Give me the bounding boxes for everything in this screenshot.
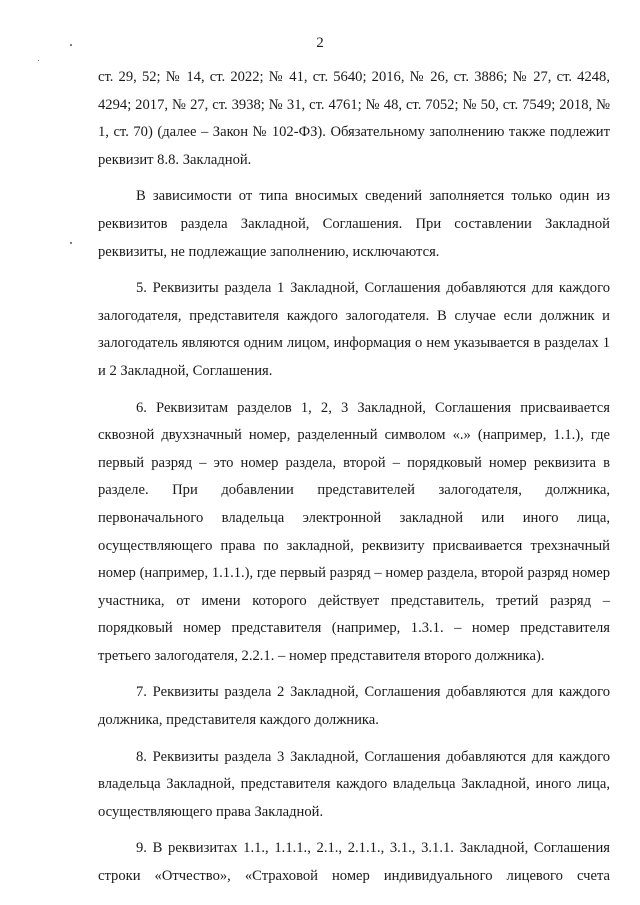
paragraph-item-8: 8. Реквизиты раздела 3 Закладной, Соглашения добавляются для каждого владельца Закладной, представителя каждого владельца Закладной, иного лица, осуществляющего права Закладной. <box>98 748 610 820</box>
document-body <box>98 64 610 891</box>
page-number: 2 <box>316 35 324 51</box>
paragraph-continuation: ст. 29, 52; № 14, ст. 2022; № 41, ст. 5640; 2016, № 26, ст. 3886; № 27, ст. 4248, 4294; 2017, № 27, ст. 3938; № 31, ст. 4761; № 48, ст. 7052; № 50, ст. 7549; 2018, № 1, ст. 70) (далее – Закон № 102-ФЗ). Обязательному заполнению также подлежит реквизит 8.8. Закладной. <box>98 69 610 168</box>
paragraph-item-5: 5. Реквизиты раздела 1 Закладной, Соглашения добавляются для каждого залогодателя, представителя каждого залогодателя. В случае если должник и залогодатель являются одним лицом, информация о нем указывается в разделах 1 и 2 Закладной, Соглашения. <box>98 280 610 379</box>
paragraph-item-7: 7. Реквизиты раздела 2 Закладной, Соглашения добавляются для каждого должника, представителя каждого должника. <box>98 684 610 729</box>
paragraph-filling-rule: В зависимости от типа вносимых сведений заполняется только один из реквизитов раздела Закладной, Соглашения. При составлении Закладной реквизиты, не подлежащие заполнению, исключаются. <box>98 188 610 260</box>
scan-speck <box>70 242 72 244</box>
paragraph-item-6: 6. Реквизитам разделов 1, 2, 3 Закладной, Соглашения присваивается сквозной двухзначный номер, разделенный символом «.» (например, 1.1.), где первый разряд – это номер раздела, второй – порядковый номер реквизита в разделе. При добавлении представителей залогодателя, должника, первоначального владельца электронной закладной или иного лица, осуществляющего права по закладной, реквизиту присваивается трехзначный номер (например, 1.1.1.), где первый разряд – номер раздела, второй разряд номер участника, от имени которого действует представитель, третий разряд – порядковый номер представителя (например, 1.3.1. – номер представителя третьего залогодателя, 2.2.1. – номер представителя второго должника). <box>98 399 610 664</box>
paragraph-item-9: 9. В реквизитах 1.1., 1.1.1., 2.1., 2.1.1., 3.1., 3.1.1. Закладной, Соглашения строки «Отчество», «Страховой номер индивидуального лицевого счета <box>98 840 610 885</box>
scan-speck <box>38 60 39 61</box>
